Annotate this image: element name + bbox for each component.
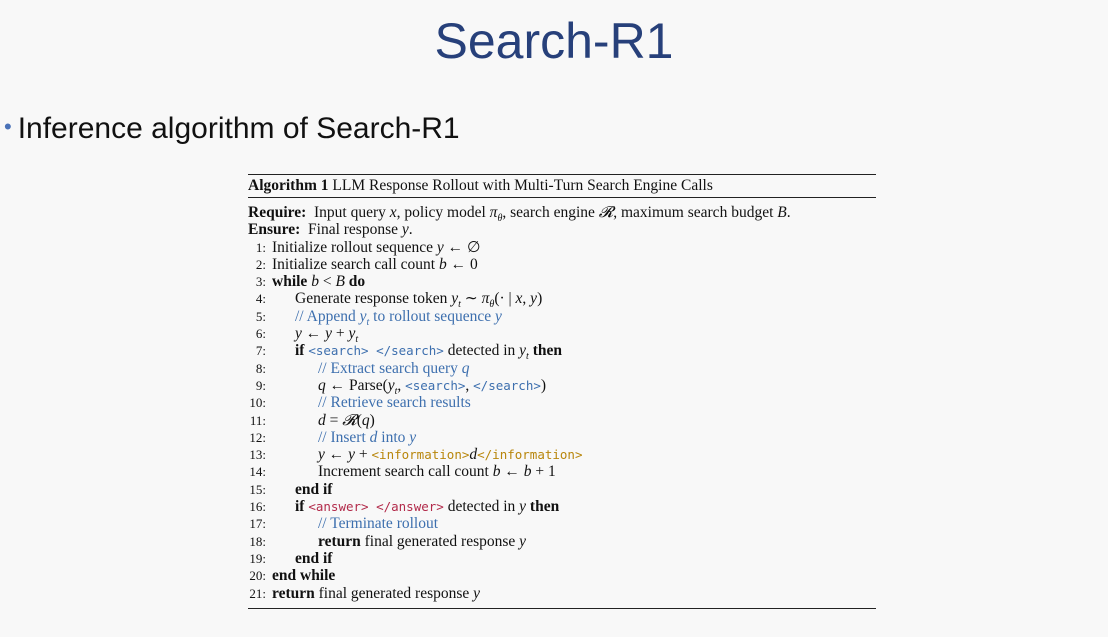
bullet-text: Inference algorithm of Search-R1 xyxy=(17,112,460,145)
algo-line: 6: y ← $y + y_t$ xyxy=(255,325,359,346)
algo-line: 21: return final generated response y xyxy=(249,584,481,602)
algo-line: 14: Increment search call count b ← b + 1 xyxy=(249,463,556,481)
require-label: Require: xyxy=(248,204,307,221)
ensure-label: Ensure: xyxy=(248,221,301,239)
algorithm-body xyxy=(248,198,876,608)
algo-line: 20: end while xyxy=(249,567,336,585)
algorithm-label: Algorithm 1 xyxy=(248,177,329,194)
require-text: , policy model xyxy=(396,204,486,221)
require-line: Require: Input query x, policy model $\pi_\theta$, search engine 𝓡, maximum search budget B. xyxy=(248,204,791,225)
slide-title: Search-R1 xyxy=(434,13,674,69)
algo-line: 7: if <search> </search> detected in $y_t$ then xyxy=(255,342,562,363)
bullet-item xyxy=(4,112,460,146)
require-text: , maximum search budget xyxy=(613,204,774,221)
algo-line: 2: Initialize search call count b ← 0 xyxy=(255,255,478,273)
algorithm-caption: LLM Response Rollout with Multi-Turn Search Engine Calls xyxy=(332,177,713,194)
algo-line: 9: q ← $Parse(y_t$, <search>, </search>) xyxy=(255,376,547,398)
ensure-line: Ensure: Final response y. xyxy=(248,221,413,239)
algo-line: 4: Generate response token $y_t$ ∼ $\pi_\theta(\cdot$ | x, y) xyxy=(255,290,543,311)
algo-line: 19: end if xyxy=(249,549,333,567)
algo-line: 8: // Extract search query q xyxy=(255,359,470,377)
bullet-dot-icon: • xyxy=(4,114,12,139)
ensure-text: Final response xyxy=(308,221,398,239)
algo-line: 1: Initialize rollout sequence y ← ∅ xyxy=(255,238,481,256)
algo-line: 5: // Append $y_t$ to rollout sequence y xyxy=(255,307,502,328)
algo-line: 12: // Insert d into y xyxy=(249,428,417,446)
algorithm-box xyxy=(248,174,876,609)
algo-line: 18: return final generated response y xyxy=(249,532,527,550)
algo-line: 17: // Terminate rollout xyxy=(249,515,439,533)
algorithm-header xyxy=(248,175,876,198)
algo-line: 3: while b < B do xyxy=(255,273,366,291)
algo-line: 16: if <answer> </answer> detected in y then xyxy=(249,498,560,516)
algo-line: 10: // Retrieve search results xyxy=(249,394,471,412)
algo-line: 15: end if xyxy=(249,480,333,498)
require-text: Input query xyxy=(314,204,386,221)
algo-line: 13: y ← y + <information>d</information> xyxy=(249,446,583,464)
require-text: , search engine xyxy=(502,204,595,221)
algo-line: 11: d = 𝓡(q) xyxy=(249,411,375,429)
